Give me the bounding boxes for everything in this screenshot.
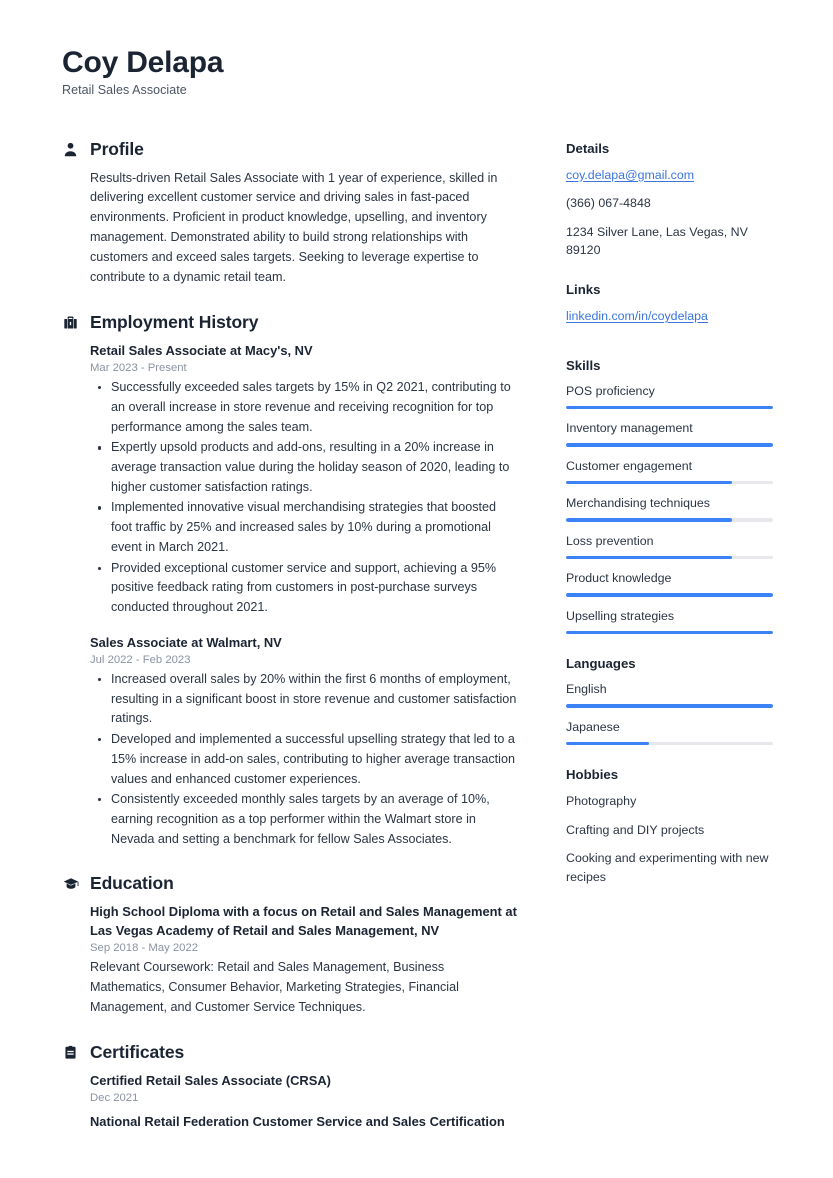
employment-entry-date: Jul 2022 - Feb 2023 [90, 654, 191, 666]
skill-bar-track [566, 593, 773, 597]
language-bar-fill [566, 742, 649, 746]
skill-item [566, 383, 773, 409]
bullet-item: Expertly upsold products and add-ons, resulting in a 20% increase in average transaction value during the holiday season of 2020, leading to higher customer satisfaction ratings. [90, 438, 520, 497]
bullet-item: Implemented innovative visual merchandising strategies that boosted foot traffic by 25% and increased sales by 10% during a promotional event in March 2021. [90, 498, 520, 557]
skill-label: Merchandising techniques [566, 496, 710, 511]
language-bar-track [566, 704, 773, 708]
section-employment-body [62, 342, 520, 849]
section-employment-header [62, 312, 520, 333]
section-employment-title: Employment History [90, 311, 259, 332]
section-profile-title: Profile [90, 138, 144, 159]
language-bar-fill [566, 704, 773, 708]
sidebar-skills [566, 358, 773, 634]
bullet-item: Provided exceptional customer service and support, achieving a 95% positive feedback rating from customers in post-purchase surveys conducted throughout 2021. [90, 559, 520, 618]
employment-entry-bullets [90, 378, 520, 617]
hobby-item: Photography [566, 794, 637, 808]
skill-bar-fill [566, 556, 732, 560]
main-column [62, 139, 520, 1156]
bullet-item: Consistently exceeded monthly sales targets by an average of 10%, earning recognition as a top performer within the Walmart store in Nevada and setting a benchmark for fellow Sales Associates. [90, 790, 520, 849]
resume-columns [62, 139, 771, 1156]
language-item [566, 719, 773, 745]
section-education-title: Education [90, 873, 174, 894]
briefcase-icon [62, 314, 79, 331]
employment-entry-title: Retail Sales Associate at Macy's, NV [90, 342, 313, 358]
sidebar-links [566, 282, 773, 336]
candidate-job-title: Retail Sales Associate [62, 82, 187, 97]
hobby-item: Crafting and DIY projects [566, 822, 705, 837]
sidebar-languages [566, 656, 773, 745]
sidebar-hobbies [566, 767, 773, 886]
profile-text: Results-driven Retail Sales Associate with 1 year of experience, skilled in delivering excellent customer service and driving sales in fast-paced environments. Proficient in product knowledge, upselling, and inventory management. Demonstrated ability to build strong relationships with customers and exceed sales targets. Seeking to leverage expertise to contribute to a dynamic retail team. [90, 170, 498, 285]
skill-item [566, 570, 773, 596]
skill-label: Loss prevention [566, 533, 654, 548]
skill-item [566, 608, 773, 634]
section-profile [62, 139, 520, 288]
section-certificates-header [62, 1042, 520, 1063]
skill-bar-track [566, 631, 773, 635]
candidate-name: Coy Delapa [62, 46, 224, 79]
skill-bar-fill [566, 406, 773, 410]
certificate-icon [62, 1044, 79, 1061]
sidebar-details-title: Details [566, 140, 610, 156]
language-item [566, 681, 773, 707]
address-value: 1234 Silver Lane, Las Vegas, NV 89120 [566, 224, 748, 258]
employment-entry [90, 634, 520, 850]
skill-bar-fill [566, 481, 732, 485]
bullet-item: Developed and implemented a successful upselling strategy that led to a 15% increase in add-on sales, contributing to higher average transaction values and enhanced customer experiences. [90, 730, 520, 789]
education-entry [90, 903, 520, 1017]
skill-item [566, 495, 773, 521]
skill-label: Product knowledge [566, 571, 672, 586]
bullet-item: Successfully exceeded sales targets by 15% in Q2 2021, contributing to an overall increase in store revenue and receiving recognition for top performance among the sales team. [90, 378, 520, 437]
certificate-entry [90, 1072, 520, 1104]
skill-bar-track [566, 556, 773, 560]
skill-item [566, 420, 773, 446]
graduation-cap-icon [62, 875, 79, 892]
sidebar-languages-title: Languages [566, 656, 636, 672]
education-entry-description: Relevant Coursework: Retail and Sales Management, Business Mathematics, Consumer Behavior, Marketing Strategies, Financial Management, and Customer Service Techniques. [90, 959, 459, 1014]
skill-label: Upselling strategies [566, 608, 675, 623]
linkedin-link[interactable]: linkedin.com/in/coydelapa [566, 309, 708, 324]
language-label: English [566, 682, 607, 697]
skill-label: Inventory management [566, 421, 693, 436]
employment-entry-title: Sales Associate at Walmart, NV [90, 634, 282, 650]
skill-bar-fill [566, 593, 773, 597]
resume-header [62, 46, 771, 97]
email-link[interactable]: coy.delapa@gmail.com [566, 167, 695, 182]
section-certificates-title: Certificates [90, 1041, 185, 1062]
skill-bar-fill [566, 443, 773, 447]
section-employment [62, 312, 520, 849]
section-profile-header [62, 139, 520, 160]
skill-label: POS proficiency [566, 383, 655, 398]
section-education [62, 873, 520, 1017]
sidebar-skills-title: Skills [566, 357, 601, 373]
skill-bar-track [566, 518, 773, 522]
skill-bar-track [566, 443, 773, 447]
bullet-item: Increased overall sales by 20% within the first 6 months of employment, resulting in a significant boost in store revenue and customer satisfaction ratings. [90, 670, 520, 729]
sidebar-links-title: Links [566, 282, 601, 298]
skill-bar-fill [566, 631, 773, 635]
section-profile-body [62, 169, 520, 288]
skill-item [566, 533, 773, 559]
sidebar-details [566, 141, 773, 260]
sidebar-column [566, 139, 773, 909]
language-bar-track [566, 742, 773, 746]
skill-bar-track [566, 481, 773, 485]
certificate-entry [90, 1113, 520, 1131]
certificate-entry-title: National Retail Federation Customer Service and Sales Certification [90, 1113, 505, 1129]
language-label: Japanese [566, 719, 620, 734]
skill-label: Customer engagement [566, 458, 693, 473]
skill-item [566, 458, 773, 484]
certificate-entry-title: Certified Retail Sales Associate (CRSA) [90, 1072, 331, 1088]
education-entry-title: High School Diploma with a focus on Retail and Sales Management at Las Vegas Academy of Retail and Sales Management, NV [90, 904, 517, 938]
skill-bar-track [566, 406, 773, 410]
section-certificates [62, 1042, 520, 1132]
sidebar-hobbies-title: Hobbies [566, 767, 619, 782]
employment-entry-bullets [90, 670, 520, 849]
phone-value: (366) 067-4848 [566, 196, 651, 211]
education-entry-date: Sep 2018 - May 2022 [90, 941, 199, 954]
section-education-body [62, 903, 520, 1017]
user-icon [62, 141, 79, 158]
skill-bar-fill [566, 518, 732, 522]
hobby-item: Cooking and experimenting with new recipes [566, 851, 769, 884]
certificate-entry-date: Dec 2021 [90, 1091, 139, 1104]
employment-entry [90, 342, 520, 618]
employment-entry-date: Mar 2023 - Present [90, 362, 187, 375]
section-education-header [62, 873, 520, 894]
section-certificates-body [62, 1072, 520, 1132]
